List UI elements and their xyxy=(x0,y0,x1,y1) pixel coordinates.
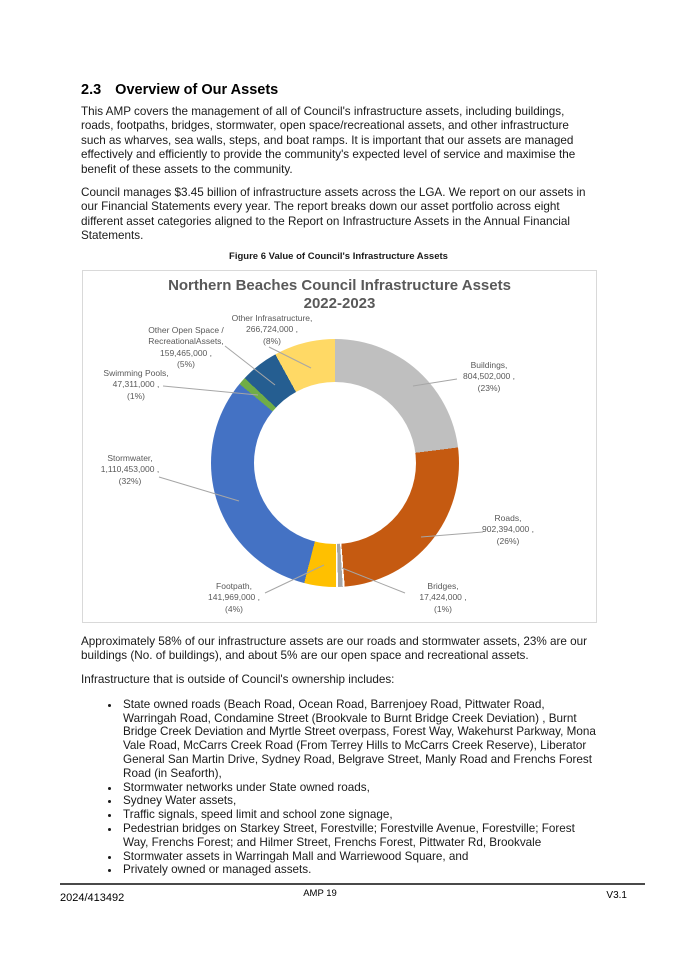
page-content xyxy=(81,0,596,877)
footer-version: V3.1 xyxy=(606,890,627,901)
footer-doc-number: 2024/413492 xyxy=(60,892,125,904)
chart-label-swimming-pools: Swimming Pools, 47,311,000 , (1%) xyxy=(103,367,169,401)
chart-title-line-1: Northern Beaches Council Infrastructure Assets xyxy=(168,276,511,294)
chart-label-stormwater: Stormwater, 1,110,453,000 , (32%) xyxy=(100,452,160,486)
section-number: 2.3 xyxy=(81,82,102,98)
chart-label-roads: Roads, 902,394,000 , (26%) xyxy=(482,512,534,546)
footer-page-label: AMP 19 xyxy=(303,888,337,899)
list-item-stormwater-state: • Stormwater networks under State owned roads, xyxy=(121,781,596,795)
chart-label-other-infrastructure: Other Infrasatructure, 266,724,000 , (8%) xyxy=(231,312,313,346)
list-item-private-assets: • Privately owned or managed assets. xyxy=(121,863,596,877)
section-title: Overview of Our Assets xyxy=(115,82,279,98)
leader-lines xyxy=(83,271,596,622)
chart-label-open-space: Other Open Space / RecreationalAssets, 159,465,000 , (5%) xyxy=(148,324,224,370)
list-item-pedestrian-bridges: • Pedestrian bridges on Starkey Street, Forestville; Forestville Avenue, Forestville; Forest Way, Frenchs Forest; and Hilmer Street, Frenchs Forest, Pittwater Rd, Brookvale xyxy=(121,822,596,850)
leader-line-otherinfra xyxy=(269,347,311,368)
paragraph-overview: This AMP covers the management of all of Council's infrastructure assets, including buildings, roads, footpaths, bridges, stormwater, open space/recreational assets, and other infrastructure such as wharves, sea walls, steps, and boat ramps. It is important that our assets are managed effectively and efficiently to provide the community's expected level of service and maximise the benefit of these assets to the community. xyxy=(81,105,576,176)
paragraph-portfolio: Council manages $3.45 billion of infrastructure assets across the LGA. We report on our assets in our Financial Statements every year. The report breaks down our asset portfolio across eight different asset categories aligned to the Report on Infrastructure Assets in the Annual Financial Statements. xyxy=(81,186,586,243)
figure-6-donut-chart xyxy=(82,270,597,623)
chart-label-footpath: Footpath, 141,969,000 , (4%) xyxy=(208,580,260,614)
figure-caption: Figure 6 Value of Council's Infrastructure Assets xyxy=(229,250,448,262)
paragraph-summary: Approximately 58% of our infrastructure assets are our roads and stormwater assets, 23% are our buildings (No. of buildings), and about 5% are our open space and recreational assets. xyxy=(81,634,588,663)
list-item-mall-stormwater: • Stormwater assets in Warringah Mall and Warriewood Square, and xyxy=(121,850,596,864)
paragraph-exclusions-intro: Infrastructure that is outside of Council's ownership includes: xyxy=(81,673,395,687)
list-item-traffic-signals: • Traffic signals, speed limit and school zone signage, xyxy=(121,808,596,822)
chart-label-bridges: Bridges, 17,424,000 , (1%) xyxy=(419,580,467,614)
chart-label-buildings: Buildings, 804,502,000 , (23%) xyxy=(463,359,515,393)
list-item-state-roads: • State owned roads (Beach Road, Ocean Road, Barrenjoey Road, Pittwater Road, Warringah Road, Condamine Street (Brookvale to Burnt Bridge Creek Deviation) , Burnt Bridge Creek Deviation and Myrtle Street overpass, Forest Way, Wakehurst Parkway, Mona Vale Road, McCarrs Creek Road (From Terrey Hills to McCarrs Creek Reserve), Liberator General San Martin Drive, Sydney Road, Belgrave Street, Manly Road and Frenchs Forest Road (in Seaforth), xyxy=(121,698,596,781)
section-heading xyxy=(81,0,596,98)
exclusions-list xyxy=(81,698,596,877)
footer-divider xyxy=(60,883,645,885)
chart-title-line-2: 2022-2023 xyxy=(303,294,376,312)
list-item-sydney-water: • Sydney Water assets, xyxy=(121,794,596,808)
